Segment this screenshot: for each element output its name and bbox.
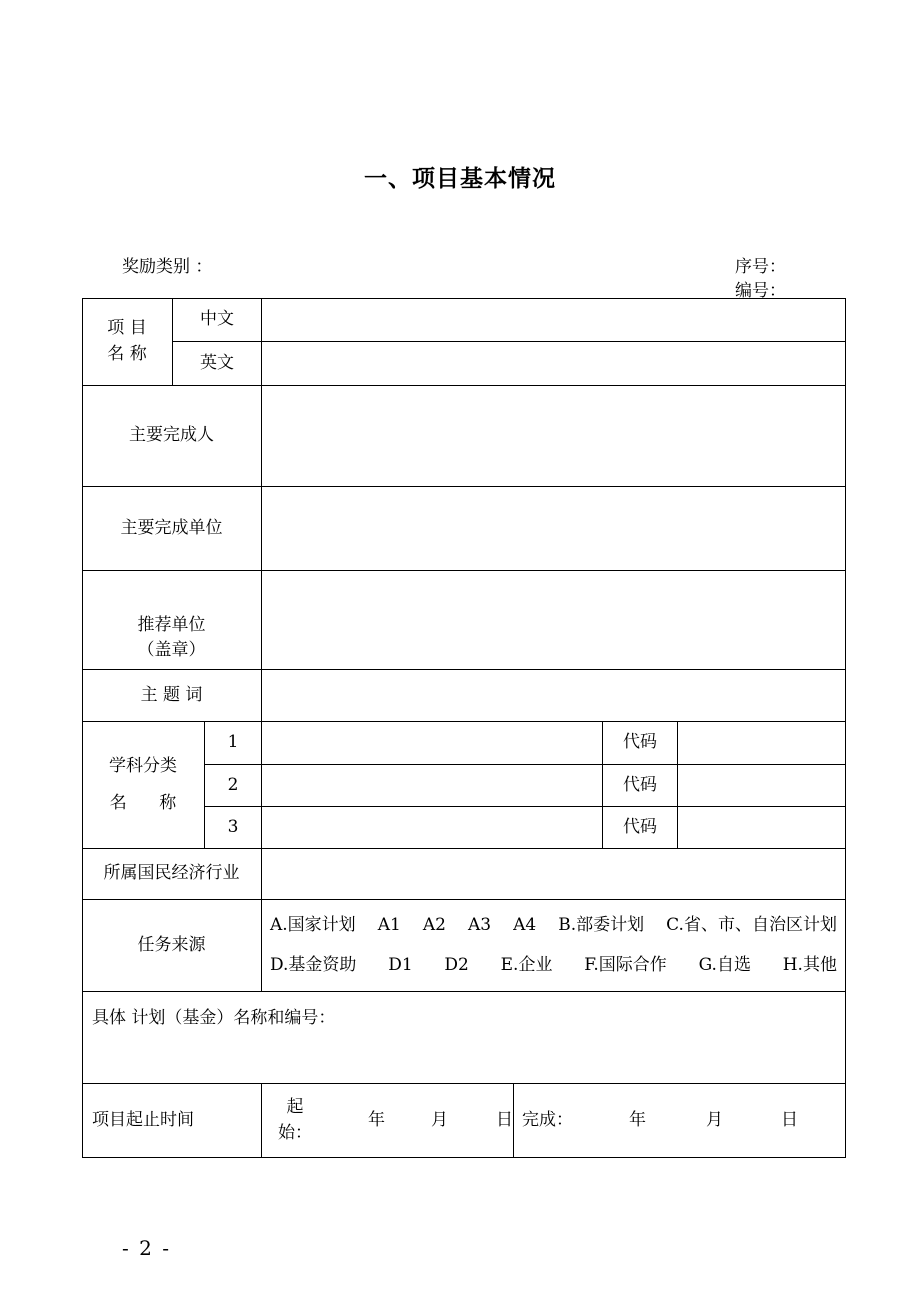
chinese-label: 中文 [173, 298, 262, 342]
recommending-unit-line2: （盖章） [137, 640, 206, 660]
option-d2[interactable]: D2 [444, 954, 469, 975]
code-field-2[interactable] [678, 765, 846, 807]
task-source-options [262, 900, 846, 992]
end-year-label: 年 [629, 1109, 646, 1130]
plan-name-field[interactable] [82, 992, 846, 1084]
chinese-name-field[interactable] [262, 298, 846, 342]
discipline-name-field-1[interactable] [262, 722, 603, 765]
start-label: 起始： [278, 1097, 312, 1143]
discipline-name-field-2[interactable] [262, 765, 603, 807]
keywords-field[interactable] [262, 670, 846, 722]
option-ministry-plan[interactable]: B.部委计划 [558, 915, 645, 935]
recommending-unit-label [82, 571, 262, 670]
code-field-3[interactable] [678, 807, 846, 849]
industry-label: 所属国民经济行业 [82, 849, 262, 900]
code-label-1: 代码 [603, 722, 678, 765]
discipline-index-2: 2 [205, 765, 262, 807]
option-enterprise[interactable]: E.企业 [500, 954, 553, 975]
keywords-label: 主 题 词 [82, 670, 262, 722]
page-title: 一、项目基本情况 [364, 165, 556, 192]
serial-number-label: 序号： [735, 257, 786, 277]
plan-name-label: 具体 计划（基金）名称和编号： [92, 1008, 336, 1028]
main-units-label: 主要完成单位 [82, 487, 262, 571]
start-day-label: 日 [496, 1109, 513, 1130]
end-month-label: 月 [706, 1109, 723, 1130]
main-units-field[interactable] [262, 487, 846, 571]
award-category-label: 奖励类别 ： [122, 257, 213, 277]
discipline-name-field-3[interactable] [262, 807, 603, 849]
option-d1[interactable]: D1 [388, 954, 413, 975]
end-label: 完成： [522, 1109, 573, 1130]
discipline-line2: 名 称 [109, 793, 177, 813]
period-label: 项目起止时间 [82, 1084, 262, 1158]
start-month-label: 月 [431, 1109, 448, 1130]
discipline-index-1: 1 [205, 722, 262, 765]
main-contributors-field[interactable] [262, 386, 846, 487]
project-name-label [82, 298, 173, 386]
english-name-field[interactable] [262, 342, 846, 386]
code-label-3: 代码 [603, 807, 678, 849]
option-other[interactable]: H.其他 [782, 954, 837, 975]
start-year-label: 年 [368, 1109, 385, 1130]
project-name-line1: 项 目 [107, 318, 147, 338]
option-self-selected[interactable]: G.自选 [698, 954, 751, 975]
number-label: 编号： [735, 281, 786, 301]
recommending-unit-line1: 推荐单位 [137, 614, 206, 635]
end-day-label: 日 [781, 1109, 798, 1130]
industry-field[interactable] [262, 849, 846, 900]
main-contributors-label: 主要完成人 [82, 386, 262, 487]
option-fund[interactable]: D.基金资助 [270, 954, 357, 975]
discipline-label [82, 722, 205, 849]
project-info-form [82, 298, 846, 1158]
end-date-field[interactable] [514, 1084, 846, 1158]
option-national-plan[interactable]: A.国家计划 [270, 915, 356, 935]
code-label-2: 代码 [603, 765, 678, 807]
page-number: - 2 - [122, 1236, 171, 1260]
english-label: 英文 [173, 342, 262, 386]
option-a4[interactable]: A4 [513, 915, 537, 935]
task-source-label: 任务来源 [82, 900, 262, 992]
project-name-line2: 名 称 [107, 343, 147, 364]
option-a2[interactable]: A2 [422, 915, 446, 935]
discipline-line1: 学科分类 [109, 755, 177, 776]
option-a1[interactable]: A1 [377, 915, 401, 935]
option-a3[interactable]: A3 [467, 915, 492, 935]
option-international[interactable]: F.国际合作 [584, 954, 667, 975]
task-options-row-2 [262, 953, 845, 979]
discipline-index-3: 3 [205, 807, 262, 849]
code-field-1[interactable] [678, 722, 846, 765]
recommending-unit-field[interactable] [262, 571, 846, 670]
task-options-row-1 [262, 913, 845, 939]
start-date-field[interactable] [262, 1084, 514, 1158]
option-provincial-plan[interactable]: C.省、市、自治区计划 [666, 915, 837, 935]
